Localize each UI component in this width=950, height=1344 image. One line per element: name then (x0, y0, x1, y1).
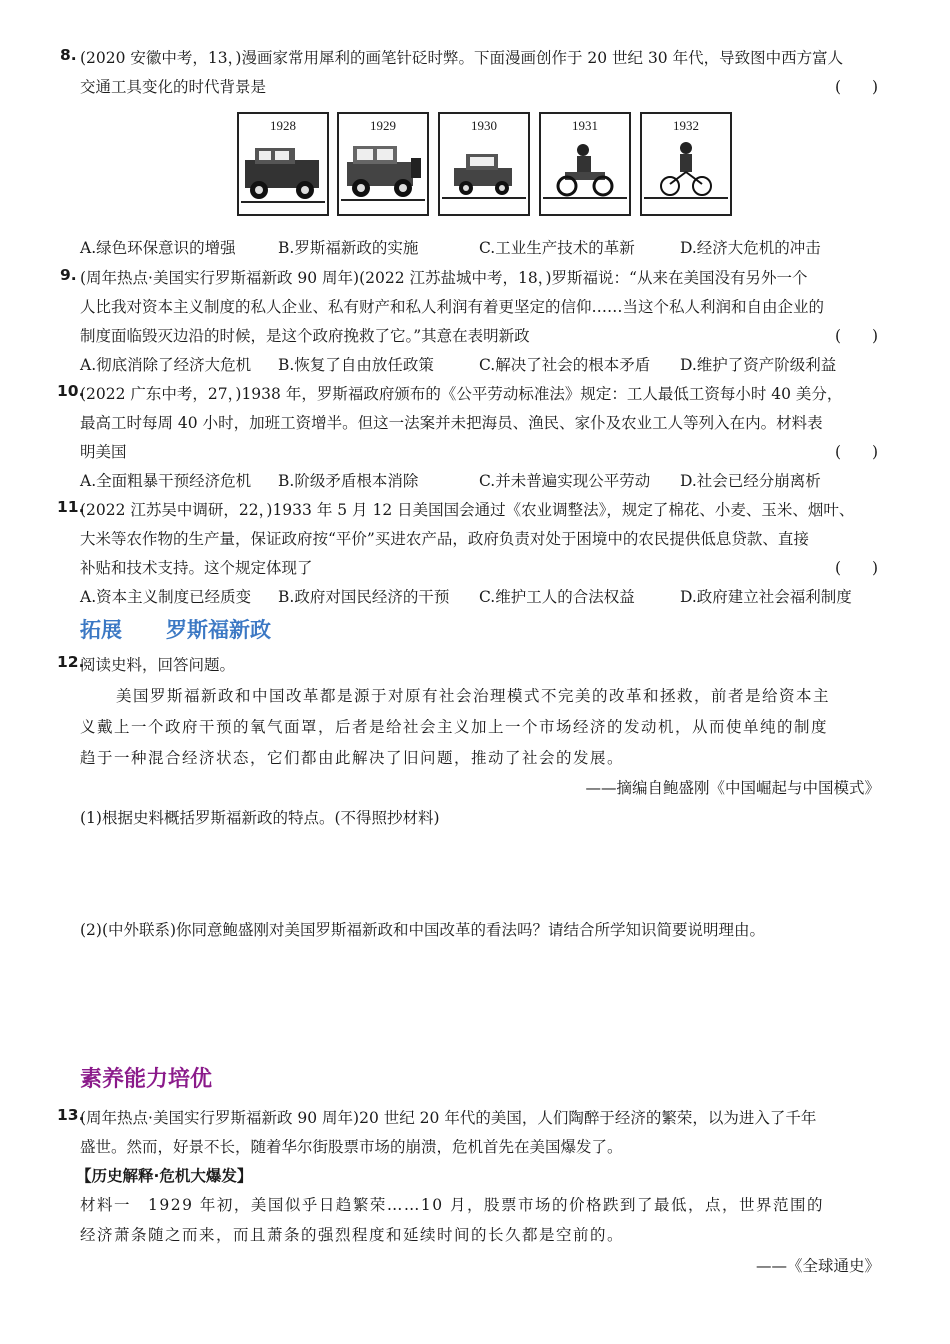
q11-option-b[interactable]: B.政府对国民经济的干预 (278, 588, 450, 606)
q10-answer-blank[interactable]: ( ) (835, 443, 879, 461)
limousine-icon (241, 138, 325, 210)
cartoon-panel-1928 (237, 112, 329, 216)
q8-option-d[interactable]: D.经济大危机的冲击 (680, 239, 821, 257)
cartoon-panel-1930 (438, 112, 530, 216)
q12-answer-area-1[interactable] (80, 835, 880, 910)
q11-stem-line2: 大米等农作物的生产量，保证政府按“平价”买进农产品，政府负责对处于困境中的农民提供低息贷款、直接 (80, 530, 809, 548)
sedan-icon (341, 138, 425, 210)
q10-stem-line2: 最高工时每周 40 小时，加班工资增半。但这一法案并未把海员、渔民、家仆及农业工人等列入在内。材料表 (80, 414, 823, 432)
q8-stem-line1: (2020 安徽中考，13，)漫画家常用犀利的画笔针砭时弊。下面漫画创作于 20 世纪 30 年代，导致图中西方富人 (80, 49, 844, 67)
q13-tag: 【历史解释·危机大爆发】 (76, 1167, 253, 1185)
q12-material-line2: 义戴上一个政府干预的氧气面罩，后者是给社会主义加上一个市场经济的发动机，从而使单纯的制度 (80, 718, 829, 736)
q11-answer-blank[interactable]: ( ) (835, 559, 879, 577)
bicycle-icon (644, 138, 728, 210)
q12-subquestion-2: (2)(中外联系)你同意鲍盛刚对美国罗斯福新政和中国改革的看法吗？请结合所学知识简要说明理由。 (80, 921, 766, 939)
q9-answer-blank[interactable]: ( ) (835, 327, 879, 345)
panel-year: 1928 (270, 118, 296, 133)
q9-number: 9. (60, 266, 77, 284)
q9-option-b[interactable]: B.恢复了自由放任政策 (278, 356, 434, 374)
q8-option-b[interactable]: B.罗斯福新政的实施 (278, 239, 419, 257)
q13-source: ——《全球通史》 (755, 1257, 880, 1275)
q8-stem-line2: 交通工具变化的时代背景是 (80, 78, 267, 96)
q13-stem-line1: (周年热点·美国实行罗斯福新政 90 周年)20 世纪 20 年代的美国，人们陶醉于经济的繁荣，以为进入了千年 (80, 1109, 817, 1127)
q11-number: 11. (57, 498, 85, 516)
q12-number: 12. (57, 653, 85, 671)
q10-option-c[interactable]: C.并未普遍实现公平劳动 (479, 472, 651, 490)
panel-year: 1930 (471, 118, 497, 133)
cartoon-panel-1929 (337, 112, 429, 216)
small-car-icon (442, 138, 526, 210)
q13-number: 13. (57, 1106, 85, 1124)
panel-year: 1931 (572, 118, 598, 133)
q8-option-a[interactable]: A.绿色环保意识的增强 (80, 239, 236, 257)
q10-stem-line3: 明美国 (80, 443, 127, 461)
cartoon-panel-1932 (640, 112, 732, 216)
q9-option-c[interactable]: C.解决了社会的根本矛盾 (479, 356, 651, 374)
q9-stem-line1: (周年热点·美国实行罗斯福新政 90 周年)(2022 江苏盐城中考，18，)罗斯福说：“从来在美国没有另外一个 (80, 269, 808, 287)
section-heading-literacy: 素养能力培优 (80, 1067, 213, 1092)
q13-material-line2: 经济萧条随之而来，而且萧条的强烈程度和延续时间的长久都是空前的。 (80, 1226, 625, 1244)
section-title: 罗斯福新政 (166, 618, 271, 642)
q8-number: 8. (60, 46, 77, 64)
section-heading-extension (80, 614, 271, 644)
cartoon-panel-1931 (539, 112, 631, 216)
q11-stem-line1: (2022 江苏吴中调研，22，)1933 年 5 月 12 日美国国会通过《农业调整法》，规定了棉花、小麦、玉米、烟叶、 (80, 501, 855, 519)
q11-option-a[interactable]: A.资本主义制度已经质变 (80, 588, 252, 606)
q12-answer-area-2[interactable] (80, 948, 880, 1048)
q8-option-c[interactable]: C.工业生产技术的革新 (479, 239, 635, 257)
q13-stem-line2: 盛世。然而，好景不长，随着华尔街股票市场的崩溃，危机首先在美国爆发了。 (80, 1138, 623, 1156)
q9-option-a[interactable]: A.彻底消除了经济大危机 (80, 356, 252, 374)
q8-answer-blank[interactable]: ( ) (835, 78, 879, 96)
q9-option-d[interactable]: D.维护了资产阶级利益 (680, 356, 837, 374)
q9-stem-line3: 制度面临毁灭边沿的时候，是这个政府挽救了它。”其意在表明新政 (80, 327, 530, 345)
q12-intro: 阅读史料，回答问题。 (80, 656, 236, 674)
q13-material-line1: 材料一 1929 年初，美国似乎日趋繁荣……10 月，股票市场的价格跌到了最低，点，世界范围的 (80, 1196, 825, 1214)
panel-year: 1929 (370, 118, 396, 133)
q10-number: 10. (57, 382, 85, 400)
motorcycle-icon (543, 138, 627, 210)
q10-option-a[interactable]: A.全面粗暴干预经济危机 (80, 472, 252, 490)
q9-stem-line2: 人比我对资本主义制度的私人企业、私有财产和私人利润有着更坚定的信仰……当这个私人利润和自由企业的 (80, 298, 825, 316)
panel-year: 1932 (673, 118, 699, 133)
q12-source: ——摘编自鲍盛刚《中国崛起与中国模式》 (585, 779, 880, 797)
q11-option-d[interactable]: D.政府建立社会福利制度 (680, 588, 852, 606)
q11-option-c[interactable]: C.维护工人的合法权益 (479, 588, 635, 606)
q12-material-line3: 趋于一种混合经济状态，它们都由此解决了旧问题，推动了社会的发展。 (80, 749, 625, 767)
q10-option-b[interactable]: B.阶级矛盾根本消除 (278, 472, 419, 490)
q10-option-d[interactable]: D.社会已经分崩离析 (680, 472, 821, 490)
q11-stem-line3: 补贴和技术支持。这个规定体现了 (80, 559, 313, 577)
q10-stem-line1: (2022 广东中考，27，)1938 年，罗斯福政府颁布的《公平劳动标准法》规定：工人最低工资每小时 40 美分， (80, 385, 843, 403)
section-label: 拓展 (80, 618, 122, 642)
q12-material-line1: 美国罗斯福新政和中国改革都是源于对原有社会治理模式不完美的改革和拯救，前者是给资本主 (116, 687, 831, 705)
q12-subquestion-1: (1)根据史料概括罗斯福新政的特点。(不得照抄材料) (80, 809, 440, 827)
